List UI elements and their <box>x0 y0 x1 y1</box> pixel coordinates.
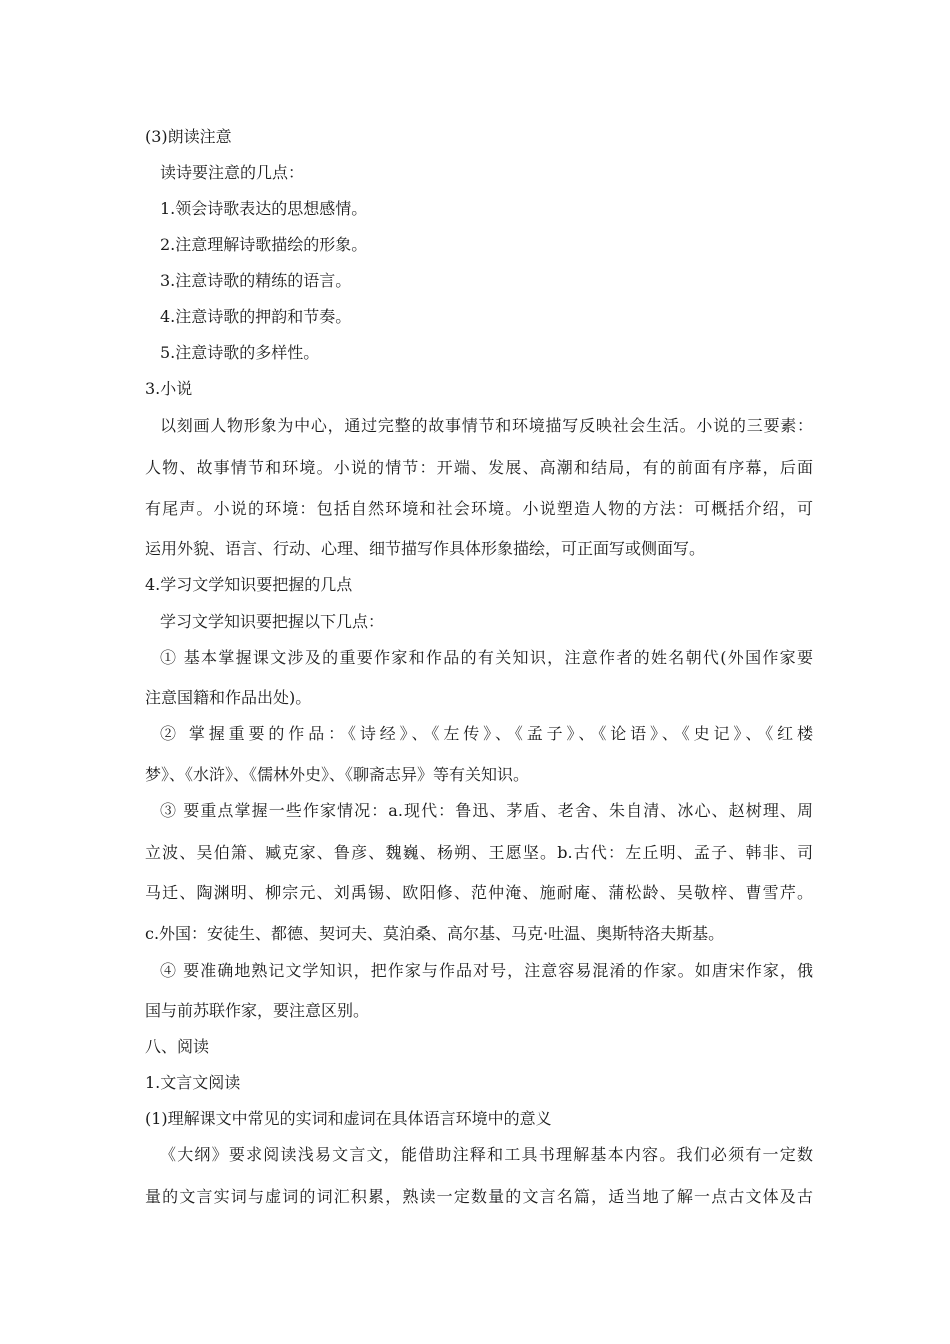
subheading-word-meaning: (1)理解课文中常见的实词和虚词在具体语言环境中的意义 <box>145 1109 552 1128</box>
paragraph-line: 读诗要注意的几点： <box>160 163 305 182</box>
paragraph-line: ② 掌握重要的作品：《诗经》、《左传》、《孟子》、《论语》、《史记》、《红楼 <box>160 724 813 743</box>
paragraph-line: 学习文学知识要把握以下几点： <box>160 612 385 631</box>
paragraph-line: 人物、故事情节和环境。小说的情节：开端、发展、高潮和结局，有的前面有序幕，后面 <box>145 458 813 477</box>
list-item: 2.注意理解诗歌描绘的形象。 <box>160 235 368 254</box>
list-item: 1.领会诗歌表达的思想感情。 <box>160 199 368 218</box>
paragraph-line: 量的文言实词与虚词的词汇积累，熟读一定数量的文言名篇，适当地了解一点古文体及古 <box>145 1187 813 1206</box>
subheading-reading-aloud: (3)朗读注意 <box>145 127 232 146</box>
paragraph-line: 以刻画人物形象为中心，通过完整的故事情节和环境描写反映社会生活。小说的三要素： <box>160 416 813 435</box>
section-heading-novel: 3.小说 <box>145 379 193 398</box>
paragraph-line: ① 基本掌握课文涉及的重要作家和作品的有关知识，注意作者的姓名朝代(外国作家要 <box>160 648 813 667</box>
section-heading-reading: 八、阅读 <box>145 1037 210 1056</box>
paragraph-line: 注意国籍和作品出处)。 <box>145 688 312 707</box>
section-heading-literature: 4.学习文学知识要把握的几点 <box>145 575 353 594</box>
paragraph-line: 运用外貌、语言、行动、心理、细节描写作具体形象描绘，可正面写或侧面写。 <box>145 539 706 558</box>
subheading-classical-reading: 1.文言文阅读 <box>145 1073 241 1092</box>
paragraph-line: 有尾声。小说的环境：包括自然环境和社会环境。小说塑造人物的方法：可概括介绍，可 <box>145 499 813 518</box>
paragraph-line: 《大纲》要求阅读浅易文言文，能借助注释和工具书理解基本内容。我们必须有一定数 <box>160 1145 813 1164</box>
list-item: 3.注意诗歌的精练的语言。 <box>160 271 352 290</box>
paragraph-line: 马迁、陶渊明、柳宗元、刘禹锡、欧阳修、范仲淹、施耐庵、蒲松龄、吴敬梓、曹雪芹。 <box>145 883 813 902</box>
list-item: 4.注意诗歌的押韵和节奏。 <box>160 307 352 326</box>
paragraph-line: ③ 要重点掌握一些作家情况：a.现代：鲁迅、茅盾、老舍、朱自清、冰心、赵树理、周 <box>160 801 813 820</box>
paragraph-line: 立波、吴伯箫、臧克家、鲁彦、魏巍、杨朔、王愿坚。b.古代：左丘明、孟子、韩非、司 <box>145 843 813 862</box>
paragraph-line: 国与前苏联作家，要注意区别。 <box>145 1001 370 1020</box>
paragraph-line: c.外国：安徒生、都德、契诃夫、莫泊桑、高尔基、马克·吐温、奥斯特洛夫斯基。 <box>145 924 725 943</box>
paragraph-line: 梦》、《水浒》、《儒林外史》、《聊斋志异》等有关知识。 <box>145 765 530 784</box>
list-item: 5.注意诗歌的多样性。 <box>160 343 320 362</box>
paragraph-line: ④ 要准确地熟记文学知识，把作家与作品对号，注意容易混淆的作家。如唐宋作家，俄 <box>160 961 813 980</box>
